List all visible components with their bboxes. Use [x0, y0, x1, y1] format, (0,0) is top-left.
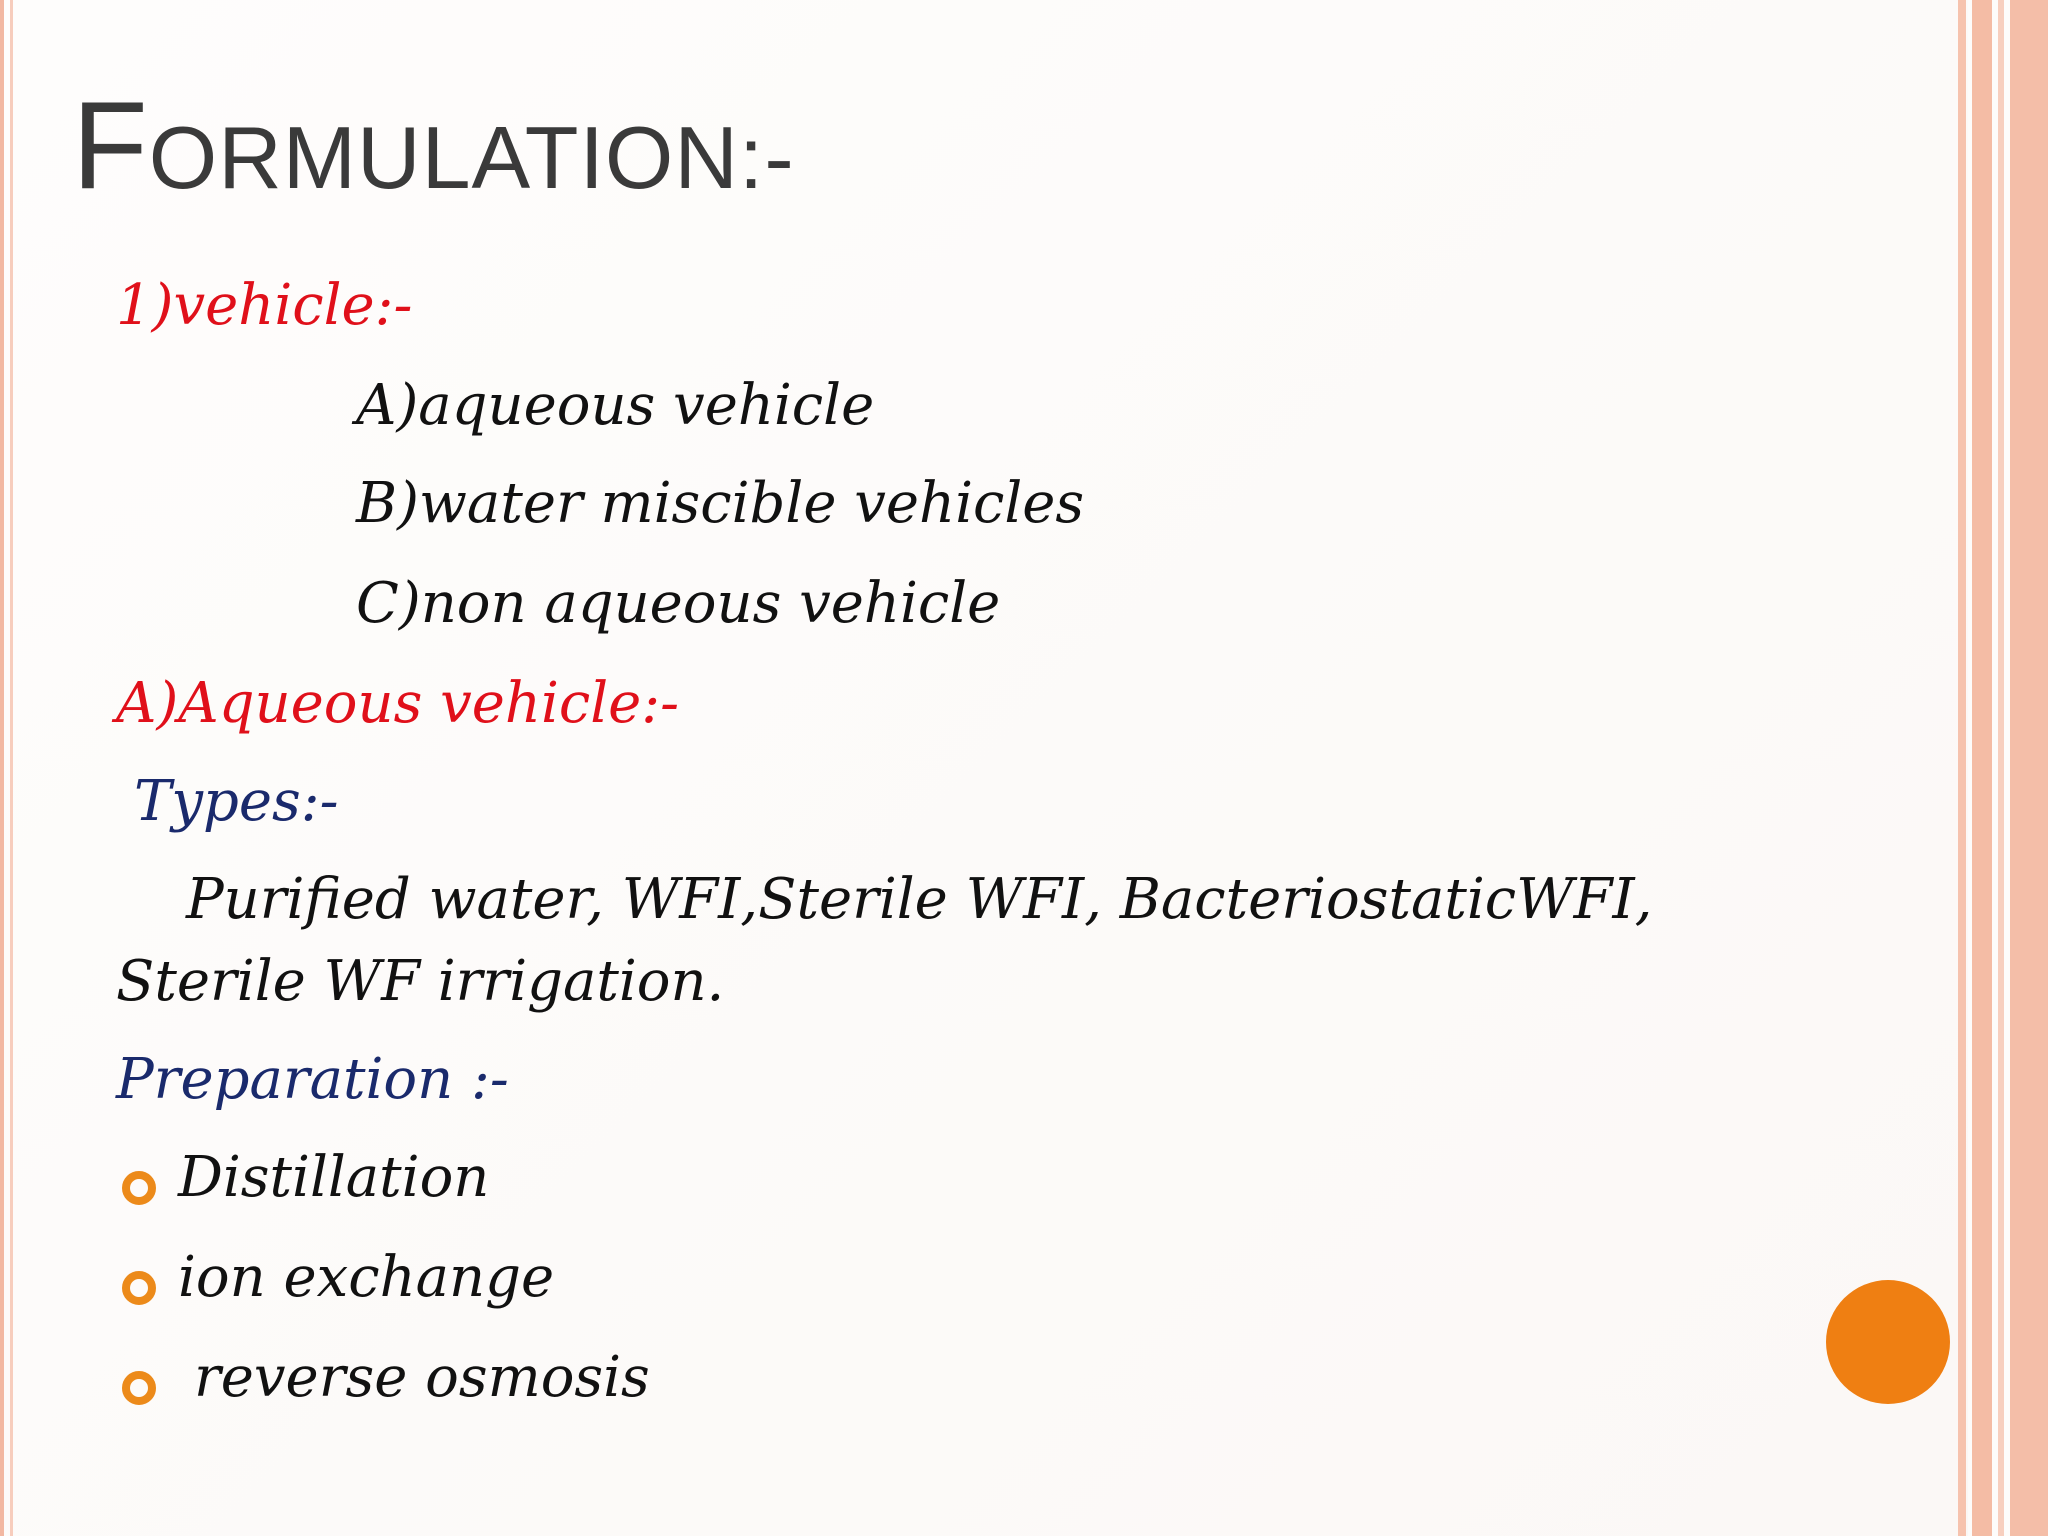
preparation-item: reverse osmosis — [194, 1345, 650, 1410]
slide-title-initial: F — [72, 77, 149, 215]
vehicle-type-item: A)aqueous vehicle — [356, 373, 875, 438]
preparation-item: ion exchange — [178, 1245, 555, 1310]
types-text-line-1: Purified water, WFI,Sterile WFI, BacteriostaticWFI, — [186, 867, 1653, 932]
bullet-icon — [122, 1171, 156, 1205]
heading-vehicle: 1)vehicle:- — [116, 273, 413, 338]
heading-aqueous-vehicle: A)Aqueous vehicle:- — [116, 671, 680, 736]
right-border-strip — [1998, 0, 2004, 1536]
bullet-icon — [122, 1371, 156, 1405]
preparation-label: Preparation :- — [116, 1047, 509, 1112]
types-text-line-2: Sterile WF irrigation. — [116, 949, 725, 1014]
bullet-icon — [122, 1271, 156, 1305]
left-border — [0, 0, 4, 1536]
right-border-strip — [2010, 0, 2048, 1536]
right-border-strip — [1958, 0, 1966, 1536]
vehicle-type-item: B)water miscible vehicles — [356, 471, 1085, 536]
preparation-item: Distillation — [178, 1145, 490, 1210]
vehicle-type-item: C)non aqueous vehicle — [356, 571, 1001, 636]
left-border-inner — [10, 0, 13, 1536]
slide-title — [72, 72, 795, 221]
right-border-strip — [1972, 0, 1992, 1536]
decorative-orange-circle — [1826, 1280, 1950, 1404]
types-label: Types:- — [134, 769, 339, 834]
slide-title-rest: ORMULATION:- — [148, 108, 795, 207]
